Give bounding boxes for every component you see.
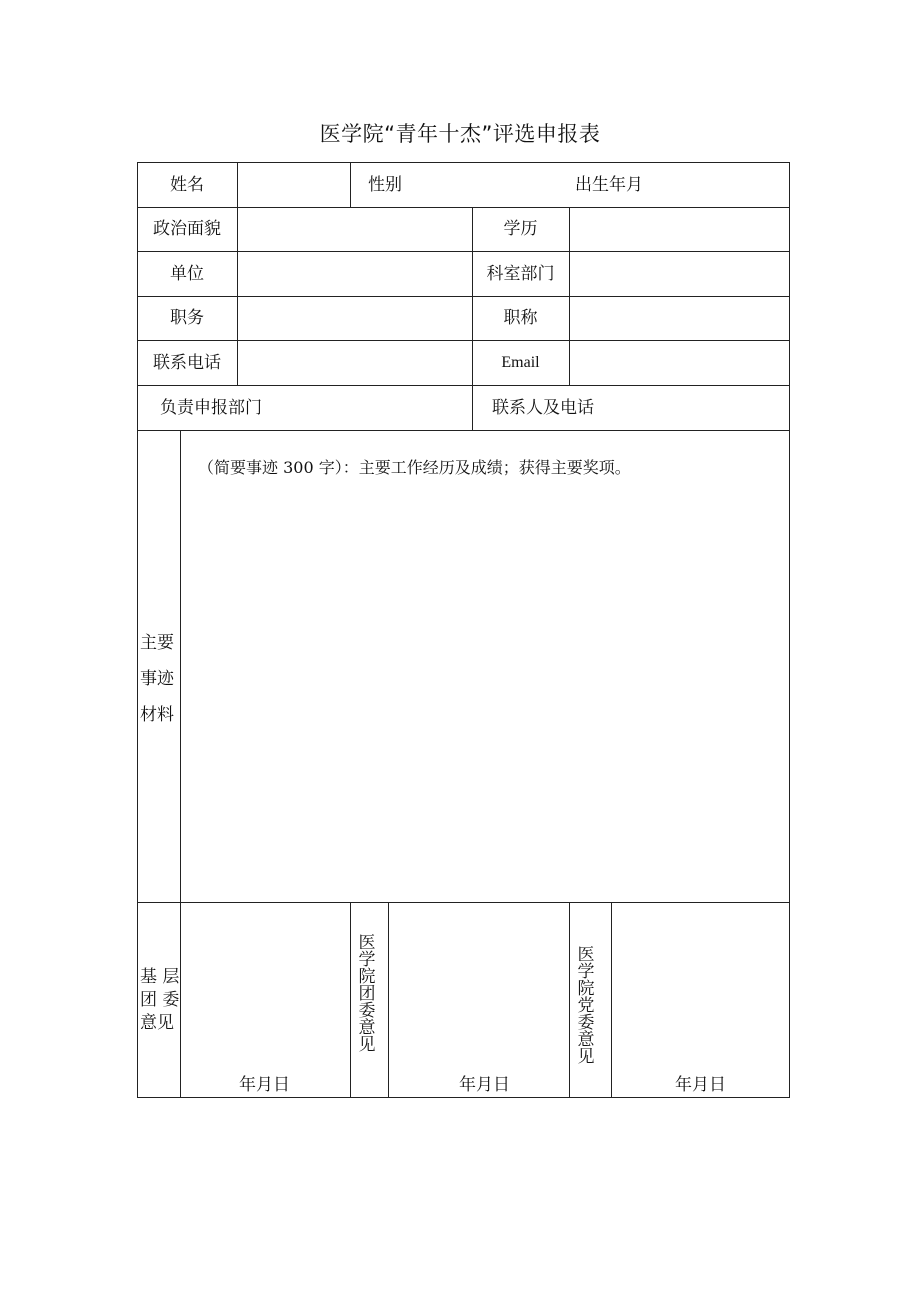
column-divider bbox=[237, 162, 238, 385]
row-divider bbox=[137, 251, 790, 252]
column-divider bbox=[180, 430, 181, 1098]
grassroots-date: 年月日 bbox=[239, 1075, 290, 1095]
department-label: 科室部门 bbox=[486, 264, 555, 284]
name-label: 姓名 bbox=[170, 175, 204, 195]
application-form-table bbox=[137, 162, 790, 1098]
professional-title-label: 职称 bbox=[503, 308, 538, 328]
contact-person-label: 联系人及电话 bbox=[492, 398, 594, 418]
position-label: 职务 bbox=[170, 308, 204, 328]
row-divider bbox=[137, 385, 790, 386]
column-divider bbox=[611, 902, 612, 1098]
grassroots-opinion-label: 基 层 团 委 意见 bbox=[140, 967, 180, 1033]
league-committee-opinion-label: 医学院团委意见 bbox=[358, 933, 376, 1055]
party-date: 年月日 bbox=[675, 1075, 726, 1095]
column-divider bbox=[388, 902, 389, 1098]
deeds-label: 主要 事迹 材料 bbox=[140, 633, 174, 725]
row-divider bbox=[137, 430, 790, 431]
league-date: 年月日 bbox=[459, 1075, 510, 1095]
column-divider bbox=[350, 902, 351, 1098]
email-label: Email bbox=[501, 354, 540, 371]
political-status-label: 政治面貌 bbox=[153, 219, 221, 239]
report-department-label: 负责申报部门 bbox=[160, 398, 262, 418]
column-divider bbox=[569, 902, 570, 1098]
column-divider bbox=[350, 162, 351, 207]
education-label: 学历 bbox=[503, 219, 538, 239]
form-title: 医学院“青年十杰”评选申报表 bbox=[319, 122, 601, 146]
row-divider bbox=[137, 340, 790, 341]
party-committee-opinion-label: 医学院党委意见 bbox=[577, 945, 595, 1067]
row-divider bbox=[137, 207, 790, 208]
row-divider bbox=[137, 296, 790, 297]
gender-label: 性别 bbox=[368, 175, 402, 195]
deeds-instruction: （简要事迹 300 字）：主要工作经历及成绩；获得主要奖项。 bbox=[198, 458, 631, 477]
unit-label: 单位 bbox=[170, 264, 204, 284]
row-divider bbox=[137, 902, 790, 903]
birth-label: 出生年月 bbox=[575, 175, 643, 195]
column-divider bbox=[569, 207, 570, 385]
phone-label: 联系电话 bbox=[153, 353, 221, 373]
